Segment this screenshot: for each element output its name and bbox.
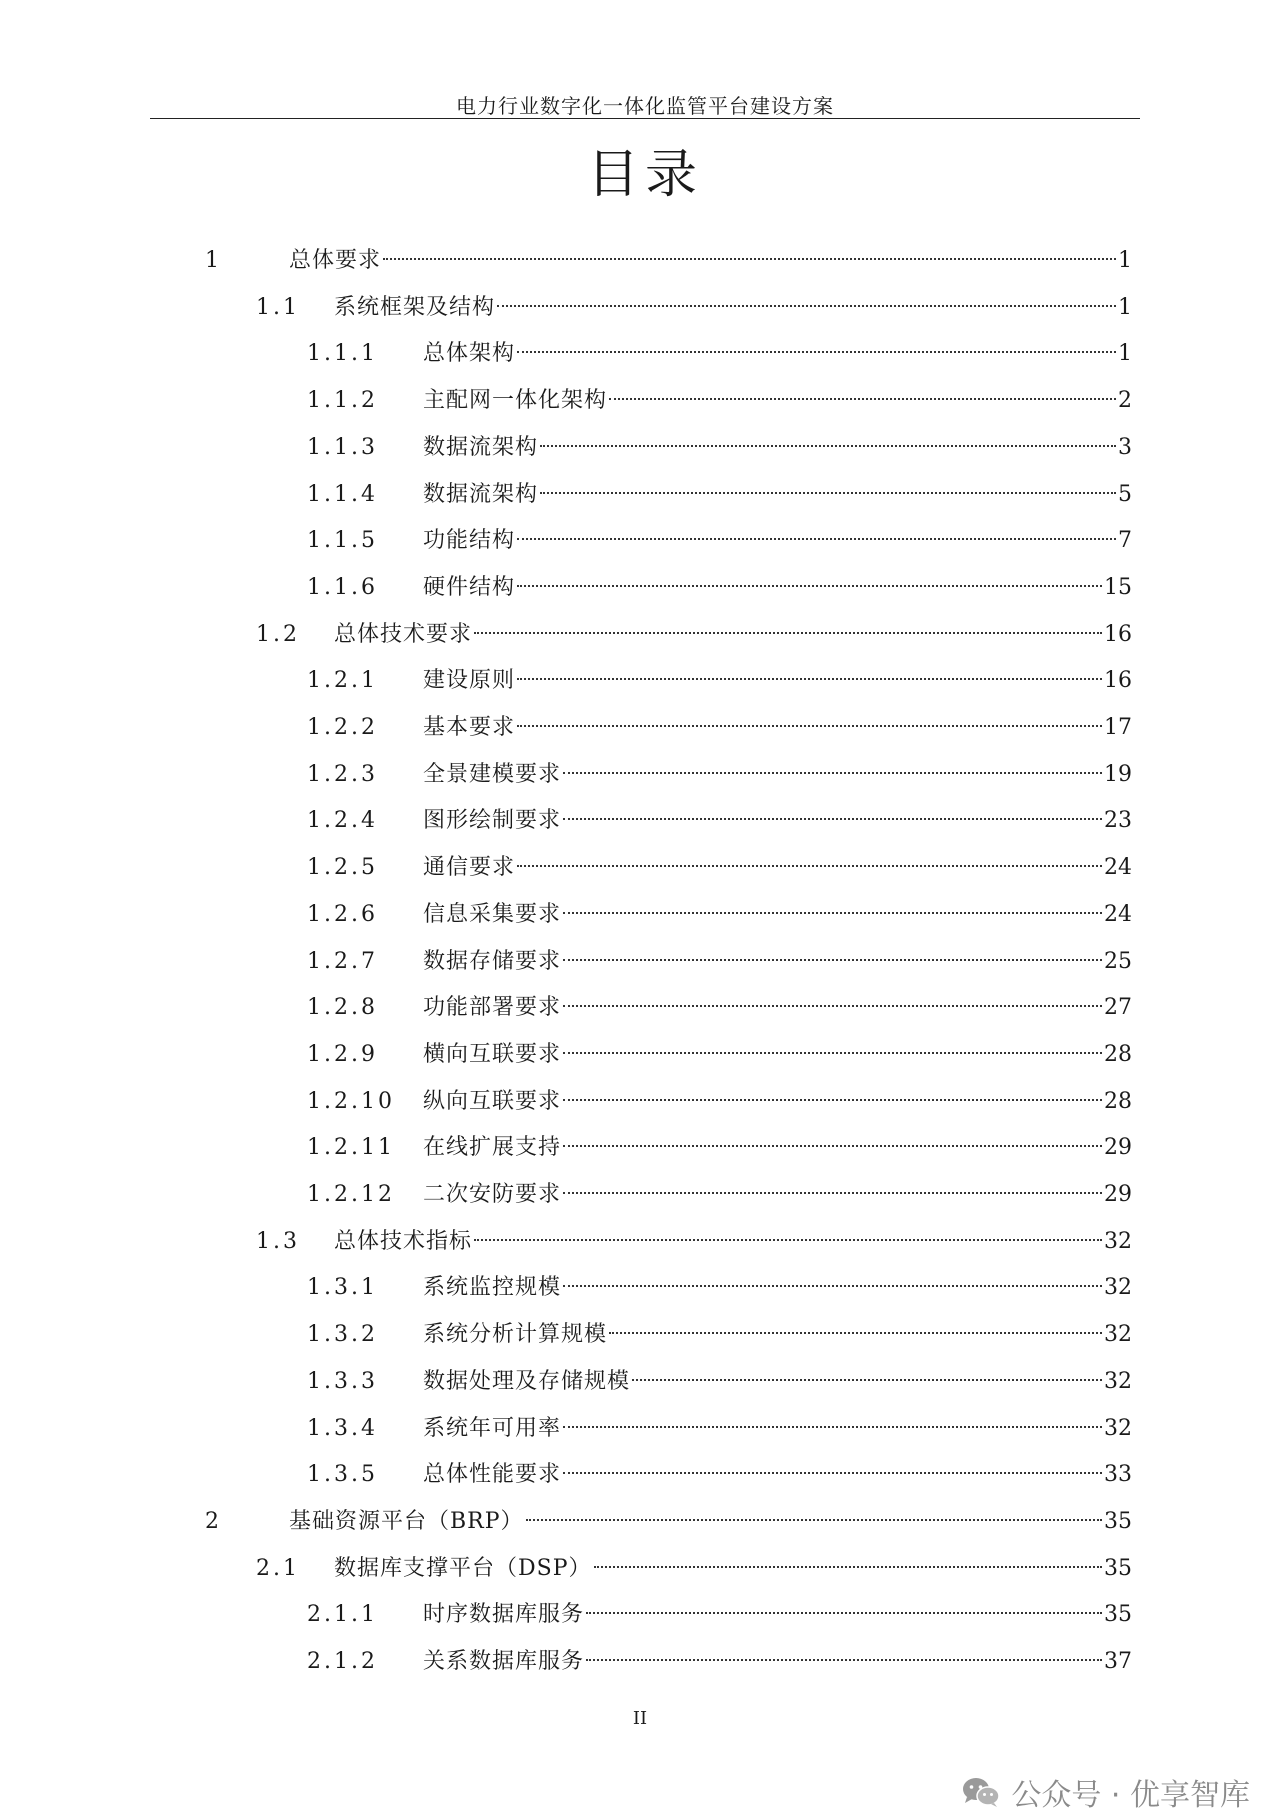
toc-entry-number: 2.1.2 <box>307 1649 378 1674</box>
toc-entry-label: 数据处理及存储规模 <box>423 1368 631 1394</box>
toc-entry[interactable] <box>0 1639 1280 1685</box>
toc-entry-page: 5 <box>1118 481 1132 507</box>
toc-dot-leader <box>540 445 1116 447</box>
toc-entry-page: 28 <box>1104 1041 1132 1067</box>
toc-entry-number: 1.2.7 <box>307 948 378 974</box>
toc-entry-label: 系统监控规模 <box>423 1275 562 1301</box>
toc-entry[interactable] <box>0 892 1280 938</box>
page-number: II <box>632 1708 648 1729</box>
toc-dot-leader <box>563 912 1102 914</box>
toc-dot-leader <box>517 538 1116 540</box>
toc-dot-leader <box>586 1612 1102 1614</box>
toc-entry-page: 35 <box>1104 1555 1132 1581</box>
toc-entry-page: 35 <box>1104 1602 1132 1628</box>
toc-entry-number: 1.2.8 <box>307 995 378 1021</box>
toc-entry-page: 29 <box>1104 1182 1132 1207</box>
toc-entry-page: 15 <box>1104 574 1132 600</box>
toc-entry[interactable] <box>0 378 1280 424</box>
toc-dot-leader <box>383 258 1116 260</box>
toc-dot-leader <box>474 632 1102 634</box>
toc-dot-leader <box>609 398 1116 400</box>
toc-dot-leader <box>609 1332 1102 1334</box>
toc-entry-number: 1.2.1 <box>307 668 378 694</box>
toc-entry-number: 1.2.11 <box>307 1135 395 1161</box>
toc-entry-number: 2.1.1 <box>307 1602 378 1628</box>
toc-entry-page: 3 <box>1118 434 1132 460</box>
toc-entry-label: 功能结构 <box>423 528 516 554</box>
toc-entry[interactable] <box>0 1079 1280 1125</box>
toc-entry-page: 32 <box>1104 1322 1132 1348</box>
toc-dot-leader <box>540 492 1116 494</box>
toc-entry[interactable] <box>0 565 1280 611</box>
toc-dot-leader <box>474 1239 1102 1241</box>
toc-entry[interactable] <box>0 1219 1280 1265</box>
toc-dot-leader <box>526 1519 1102 1521</box>
toc-entry-page: 33 <box>1104 1462 1132 1488</box>
toc-entry-page: 1 <box>1118 294 1132 320</box>
toc-entry-page: 2 <box>1118 388 1132 414</box>
toc-entry-label: 基础资源平台（BRP） <box>289 1508 524 1534</box>
toc-entry[interactable] <box>0 1172 1280 1218</box>
toc-entry[interactable] <box>0 285 1280 331</box>
toc-entry-number: 1.3 <box>256 1228 300 1254</box>
toc-entry[interactable] <box>0 1265 1280 1311</box>
document-header-title: 电力行业数字化一体化监管平台建设方案 <box>456 94 834 118</box>
toc-entry[interactable] <box>0 238 1280 284</box>
toc-entry-label: 数据流架构 <box>423 481 539 507</box>
toc-entry[interactable] <box>0 1406 1280 1452</box>
header-divider <box>150 118 1140 119</box>
toc-entry-label: 通信要求 <box>423 855 516 881</box>
toc-entry-label: 建设原则 <box>423 668 516 694</box>
toc-entry[interactable] <box>0 658 1280 704</box>
toc-entry-page: 1 <box>1118 248 1132 273</box>
toc-entry-label: 在线扩展支持 <box>423 1135 562 1161</box>
toc-entry-number: 1 <box>205 248 222 273</box>
toc-entry-page: 1 <box>1118 341 1132 367</box>
toc-entry-number: 1.2 <box>256 621 300 647</box>
toc-entry-number: 1.3.1 <box>307 1275 378 1301</box>
toc-entry[interactable] <box>0 425 1280 471</box>
toc-entry-number: 1.3.5 <box>307 1462 378 1488</box>
toc-entry-number: 1.2.12 <box>307 1182 395 1207</box>
toc-entry-number: 1.2.10 <box>307 1088 395 1114</box>
toc-entry[interactable] <box>0 472 1280 518</box>
toc-entry-number: 2.1 <box>256 1555 300 1581</box>
toc-title: 目录 <box>586 145 703 205</box>
toc-entry[interactable] <box>0 1032 1280 1078</box>
toc-entry-page: 7 <box>1118 528 1132 554</box>
toc-dot-leader <box>563 818 1102 820</box>
toc-entry[interactable] <box>0 331 1280 377</box>
toc-dot-leader <box>517 351 1116 353</box>
toc-dot-leader <box>517 865 1102 867</box>
toc-entry-label: 时序数据库服务 <box>423 1602 585 1628</box>
toc-entry-page: 32 <box>1104 1415 1132 1441</box>
toc-entry[interactable] <box>0 1452 1280 1498</box>
toc-dot-leader <box>517 725 1102 727</box>
toc-entry-label: 系统年可用率 <box>423 1415 562 1441</box>
toc-entry[interactable] <box>0 798 1280 844</box>
toc-entry-page: 32 <box>1104 1275 1132 1301</box>
toc-entry-number: 1.1.1 <box>307 341 378 367</box>
toc-entry-label: 总体架构 <box>423 341 516 367</box>
toc-dot-leader <box>563 1426 1102 1428</box>
toc-entry-number: 1.3.2 <box>307 1322 378 1348</box>
toc-entry-page: 19 <box>1104 761 1132 787</box>
toc-entry-number: 2 <box>205 1508 222 1534</box>
toc-dot-leader <box>563 1192 1102 1194</box>
toc-dot-leader <box>563 1285 1102 1287</box>
toc-entry-page: 16 <box>1104 621 1132 647</box>
toc-entry-label: 硬件结构 <box>423 574 516 600</box>
toc-entry-page: 27 <box>1104 995 1132 1021</box>
toc-entry[interactable] <box>0 1546 1280 1592</box>
toc-dot-leader <box>563 1472 1102 1474</box>
toc-dot-leader <box>517 678 1102 680</box>
wechat-icon <box>961 1776 1001 1808</box>
toc-dot-leader <box>563 1145 1102 1147</box>
toc-entry-page: 28 <box>1104 1088 1132 1114</box>
toc-entry[interactable] <box>0 939 1280 985</box>
toc-entry-label: 纵向互联要求 <box>423 1088 562 1114</box>
toc-entry-label: 数据库支撑平台（DSP） <box>334 1555 592 1581</box>
toc-entry-number: 1.2.5 <box>307 855 378 881</box>
toc-entry[interactable] <box>0 1499 1280 1545</box>
toc-dot-leader <box>563 959 1102 961</box>
toc-entry[interactable] <box>0 985 1280 1031</box>
toc-entry-label: 关系数据库服务 <box>423 1649 585 1674</box>
toc-entry-number: 1.2.2 <box>307 715 378 740</box>
toc-entry-label: 数据存储要求 <box>423 948 562 974</box>
toc-dot-leader <box>563 1005 1102 1007</box>
toc-entry[interactable] <box>0 752 1280 798</box>
toc-entry-number: 1.1.4 <box>307 481 378 507</box>
toc-entry[interactable] <box>0 705 1280 751</box>
toc-entry-label: 全景建模要求 <box>423 761 562 787</box>
toc-entry-label: 总体性能要求 <box>423 1462 562 1488</box>
toc-entry-label: 信息采集要求 <box>423 901 562 927</box>
toc-entry[interactable] <box>0 845 1280 891</box>
toc-dot-leader <box>586 1659 1102 1661</box>
toc-entry[interactable] <box>0 518 1280 564</box>
toc-entry[interactable] <box>0 1359 1280 1405</box>
toc-entry-page: 37 <box>1104 1649 1132 1674</box>
toc-entry-label: 总体技术要求 <box>334 621 473 647</box>
toc-dot-leader <box>497 305 1116 307</box>
toc-entry-number: 1.3.3 <box>307 1368 378 1394</box>
toc-entry-label: 横向互联要求 <box>423 1041 562 1067</box>
toc-entry-number: 1.1.5 <box>307 528 378 554</box>
toc-entry-page: 17 <box>1104 715 1132 740</box>
watermark <box>961 1770 1250 1814</box>
toc-entry-number: 1.2.6 <box>307 901 378 927</box>
toc-entry-page: 29 <box>1104 1135 1132 1161</box>
toc-entry[interactable] <box>0 612 1280 658</box>
toc-entry-label: 总体技术指标 <box>334 1228 473 1254</box>
toc-dot-leader <box>563 1052 1102 1054</box>
toc-entry-number: 1.1 <box>256 294 300 320</box>
toc-entry-number: 1.2.9 <box>307 1041 378 1067</box>
toc-entry-label: 总体要求 <box>289 248 382 273</box>
toc-entry-number: 1.2.3 <box>307 761 378 787</box>
toc-entry[interactable] <box>0 1592 1280 1638</box>
toc-entry[interactable] <box>0 1125 1280 1171</box>
toc-entry-label: 基本要求 <box>423 715 516 740</box>
toc-entry-page: 32 <box>1104 1228 1132 1254</box>
toc-entry-page: 35 <box>1104 1508 1132 1534</box>
toc-entry-number: 1.1.6 <box>307 574 378 600</box>
toc-entry-page: 32 <box>1104 1368 1132 1394</box>
toc-entry-page: 24 <box>1104 855 1132 881</box>
watermark-text: 公众号 · 优享智库 <box>1011 1778 1250 1813</box>
toc-dot-leader <box>563 1099 1102 1101</box>
toc-entry-label: 系统分析计算规模 <box>423 1322 608 1348</box>
toc-entry-number: 1.1.3 <box>307 434 378 460</box>
toc-entry-label: 主配网一体化架构 <box>423 388 608 414</box>
toc-dot-leader <box>632 1379 1102 1381</box>
toc-dot-leader <box>563 772 1102 774</box>
toc-entry-label: 图形绘制要求 <box>423 808 562 834</box>
toc-dot-leader <box>517 585 1102 587</box>
toc-entry-label: 功能部署要求 <box>423 995 562 1021</box>
toc-entry-label: 数据流架构 <box>423 434 539 460</box>
toc-dot-leader <box>594 1566 1102 1568</box>
toc-entry-label: 二次安防要求 <box>423 1182 562 1207</box>
toc-entry-page: 23 <box>1104 808 1132 834</box>
toc-entry-number: 1.3.4 <box>307 1415 378 1441</box>
toc-entry-page: 24 <box>1104 901 1132 927</box>
toc-entry-page: 25 <box>1104 948 1132 974</box>
toc-entry-number: 1.1.2 <box>307 388 378 414</box>
toc-entry[interactable] <box>0 1312 1280 1358</box>
toc-entry-page: 16 <box>1104 668 1132 694</box>
toc-entry-number: 1.2.4 <box>307 808 378 834</box>
toc-entry-label: 系统框架及结构 <box>334 294 496 320</box>
